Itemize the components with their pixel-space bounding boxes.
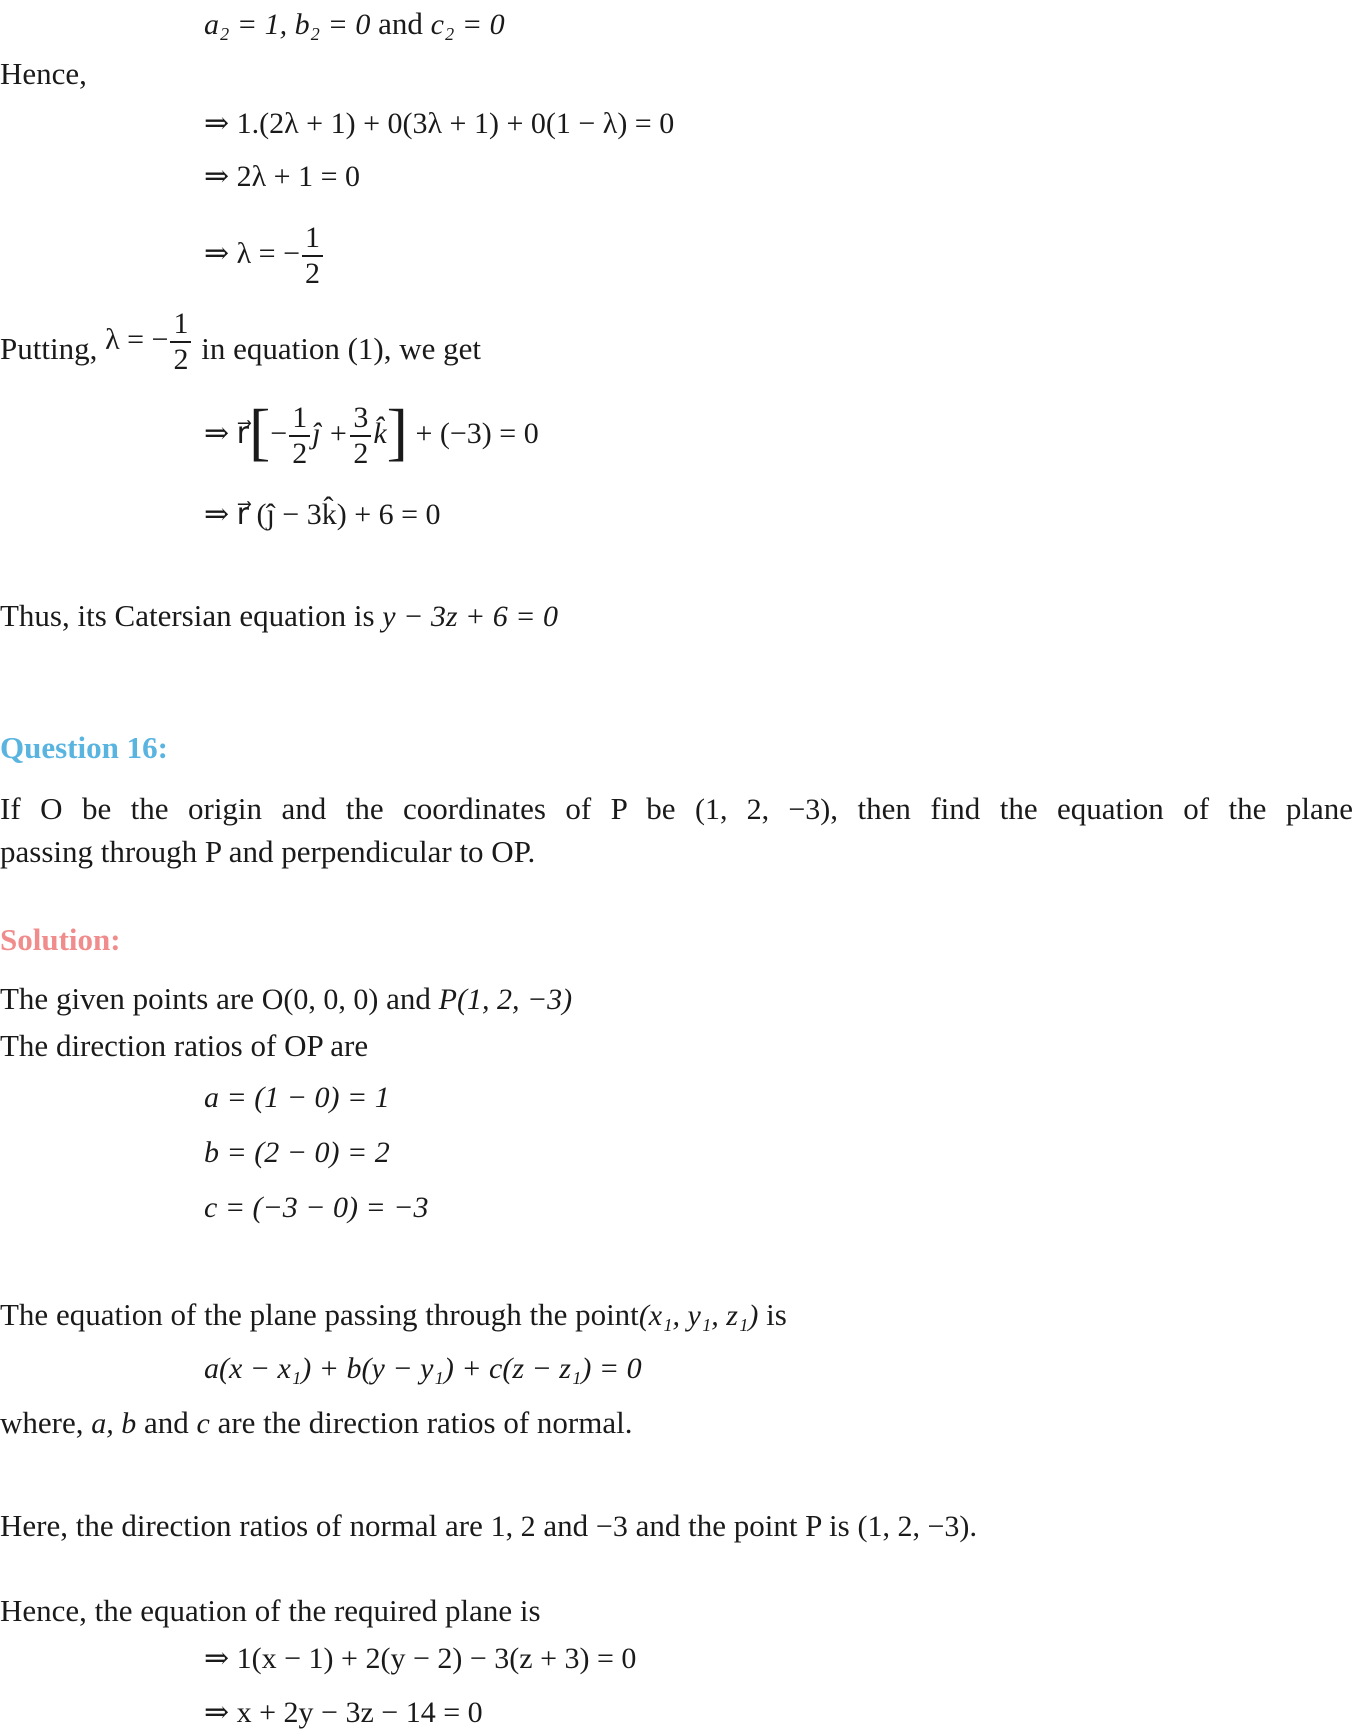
equation-b: b = (2 − 0) = 2 [204, 1136, 390, 1169]
equation-plane-step-1: ⇒ 1(x − 1) + 2(y − 2) − 3(z + 3) = 0 [204, 1642, 637, 1675]
text-cartesian: Thus, its Catersian equation is y − 3z + 6 = 0 [0, 598, 559, 633]
equation-c: c = (−3 − 0) = −3 [204, 1191, 429, 1224]
solution-title: Solution: [0, 922, 121, 957]
equation-step-2: ⇒ 2λ + 1 = 0 [204, 160, 361, 193]
fraction: $\frac{1}{2}$ [302, 221, 323, 291]
text-here: Here, the direction ratios of normal are 1, 2 and −3 and the point P is (1, 2, −3). [0, 1508, 978, 1543]
question-text-line-1: If O be the origin and the coordinates of P be (1, 2, −3), then find the equation of the plane [0, 791, 1353, 826]
text-putting: Putting, λ = − $\frac{1}{2}$ in equation (1), we get [0, 307, 482, 377]
equation-vector-2: ⇒ r⃗ (ĵ − 3k̂) + 6 = 0 [204, 498, 441, 531]
equation-step-1: ⇒ 1.(2λ + 1) + 0(3λ + 1) + 0(1 − λ) = 0 [204, 107, 675, 140]
text-hence: Hence, [0, 56, 87, 91]
line-coefficients: a₂ = 1, b₂ = 0 and c₂ = 0 [204, 6, 505, 41]
text-where: where, a, b and c are the direction ratios of normal. [0, 1405, 633, 1440]
text-direction-ratios: The direction ratios of OP are [0, 1028, 369, 1063]
text-plane-equation: The equation of the plane passing through the point(x₁, y₁, z₁) is [0, 1297, 787, 1332]
question-title: Question 16: [0, 730, 168, 765]
question-text-line-2: passing through P and perpendicular to OP. [0, 834, 536, 869]
equation-plane-final: ⇒ x + 2y − 3z − 14 = 0 [204, 1696, 483, 1729]
equation-general-plane: a(x − x₁) + b(y − y₁) + c(z − z₁) = 0 [204, 1352, 642, 1385]
text-given-points: The given points are O(0, 0, 0) and P(1, 2, −3) [0, 981, 573, 1016]
equation-lambda: ⇒ λ = − $\frac{1}{2}$ [204, 218, 325, 290]
equation-a: a = (1 − 0) = 1 [204, 1081, 390, 1114]
fraction: $\frac{1}{2}$ [170, 307, 191, 377]
text-required-plane: Hence, the equation of the required plane is [0, 1593, 541, 1628]
equation-vector-1: ⇒ r⃗[− $\frac{1}{2}$ ĵ + $\frac{3}{2}$ k̂] + (−3) = 0 [204, 396, 539, 471]
